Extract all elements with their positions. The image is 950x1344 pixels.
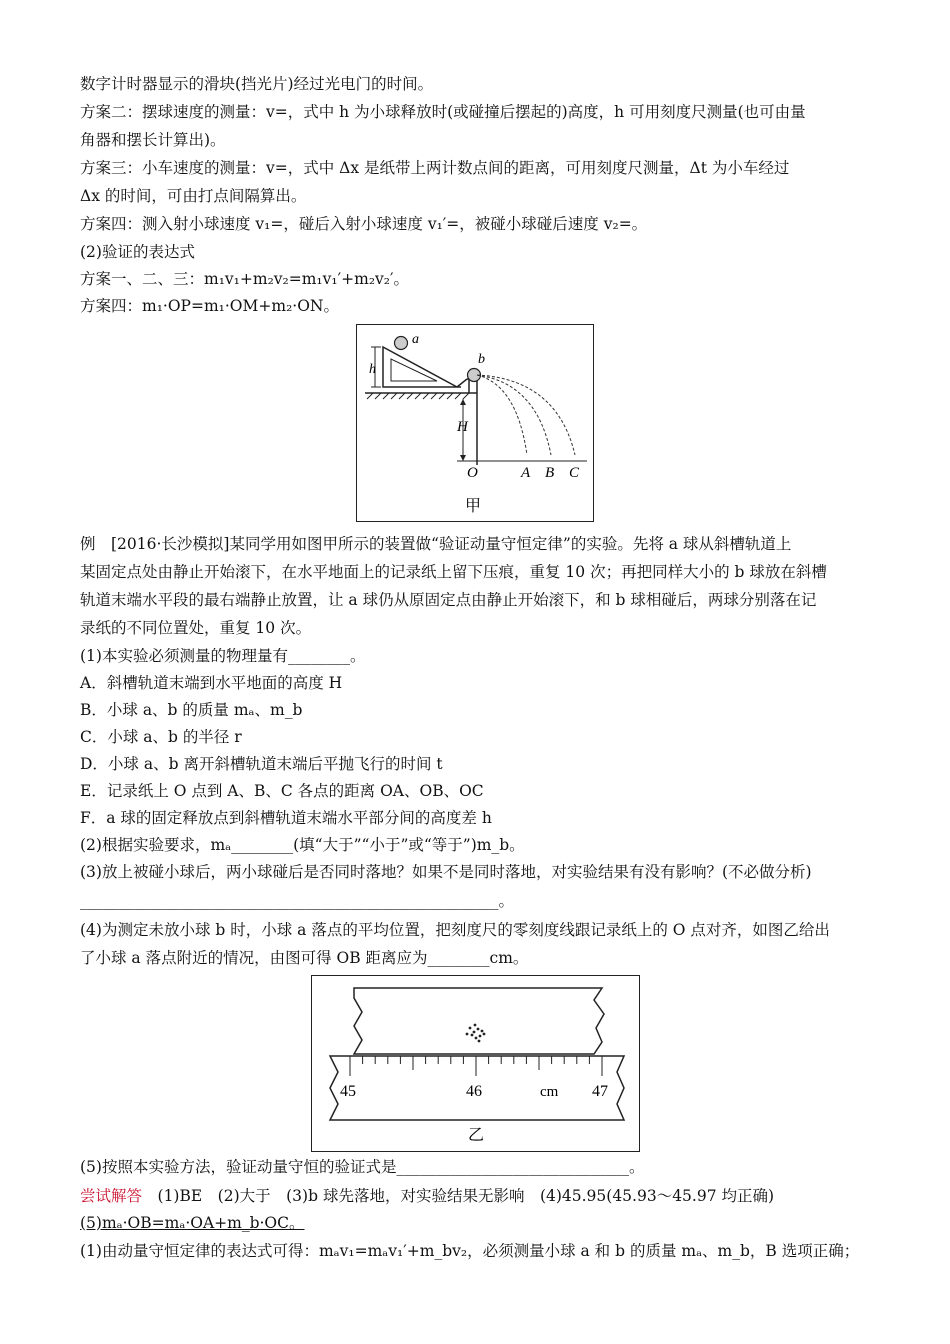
ruler-label-46: 46 bbox=[466, 1083, 482, 1100]
explanation-line: (1)由动量守恒定律的表达式可得：mₐv₁=mₐv₁′+m_bv₂，必须测量小球 a 和 b 的质量 mₐ、m_b，B 选项正确； bbox=[80, 1242, 860, 1260]
question-1: (1)本实验必须测量的物理量有________。 bbox=[80, 647, 366, 665]
option-f: F．a 球的固定释放点到斜槽轨道末端水平部分间的高度差 h bbox=[80, 809, 492, 827]
label-h: h bbox=[369, 362, 376, 377]
label-A: A bbox=[521, 465, 531, 481]
text-line: 方案四：m₁·OP=m₁·OM+m₂·ON。 bbox=[80, 297, 339, 315]
option-d: D．小球 a、b 离开斜槽轨道末端后平抛飞行的时间 t bbox=[80, 755, 443, 773]
question-3: (3)放上被碰小球后，两小球碰后是否同时落地？如果不是同时落地，对实验结果有没有影响？(不必做分析) bbox=[80, 863, 812, 881]
text-line: (2)验证的表达式 bbox=[80, 243, 195, 261]
answer-text: (1)BE (2)大于 (3)b 球先落地，对实验结果无影响 (4)45.95(45.93～45.97 均正确) bbox=[142, 1187, 775, 1205]
text-line: 方案二：摆球速度的测量：v=，式中 h 为小球释放时(或碰撞后摆起的)高度，h 可用刻度尺测量(也可由量 bbox=[80, 103, 806, 121]
ruler-label-47: 47 bbox=[592, 1083, 608, 1100]
question-2: (2)根据实验要求，mₐ________(填“大于”“小于”或“等于”)m_b。 bbox=[80, 836, 525, 854]
ruler-label-45: 45 bbox=[340, 1083, 356, 1100]
text-line: 角器和摆长计算出)。 bbox=[80, 131, 226, 149]
text-line: 方案四：测入射小球速度 v₁=，碰后入射小球速度 v₁′=，被碰小球碰后速度 v₂=。 bbox=[80, 215, 648, 233]
text-line: 方案一、二、三：m₁v₁+m₂v₂=m₁v₁′+m₂v₂′。 bbox=[80, 270, 410, 288]
label-H: H bbox=[457, 419, 468, 435]
ruler-label-cm: cm bbox=[540, 1084, 559, 1100]
text-line: 录纸的不同位置处，重复 10 次。 bbox=[80, 619, 312, 637]
text-line: 轨道末端水平段的最右端静止放置，让 a 球仍从原固定点由静止开始滚下，和 b 球相碰后，两球分别落在记 bbox=[80, 591, 817, 609]
ball-a bbox=[395, 337, 408, 350]
option-e: E．记录纸上 O 点到 A、B、C 各点的距离 OA、OB、OC bbox=[80, 782, 484, 800]
figure-yi bbox=[311, 975, 640, 1152]
figure-caption: 乙 bbox=[468, 1127, 485, 1144]
question-4: (4)为测定未放小球 b 时，小球 a 落点的平均位置，把刻度尺的零刻度线跟记录纸上的 O 点对齐，如图乙给出 bbox=[80, 921, 830, 939]
text-line: Δx 的时间，可由打点间隔算出。 bbox=[80, 187, 307, 205]
label-b: b bbox=[478, 352, 485, 367]
text-line: 某固定点处由静止开始滚下，在水平地面上的记录纸上留下压痕，重复 10 次；再把同样大小的 b 球放在斜槽 bbox=[80, 563, 827, 581]
text-line: 方案三：小车速度的测量：v=，式中 Δx 是纸带上两计数点间的距离，可用刻度尺测量，Δt 为小车经过 bbox=[80, 159, 790, 177]
question-5: (5)按照本实验方法，验证动量守恒的验证式是______________________________。 bbox=[80, 1158, 645, 1176]
answer-line bbox=[80, 1185, 774, 1207]
figure-jia bbox=[356, 324, 594, 522]
option-a: A．斜槽轨道末端到水平地面的高度 H bbox=[80, 674, 343, 692]
text-line: 了小球 a 落点附近的情况，由图可得 OB 距离应为________cm。 bbox=[80, 949, 529, 967]
figure-caption: 甲 bbox=[465, 498, 482, 515]
answer-label: 尝试解答 bbox=[80, 1187, 143, 1205]
ruler-diagram bbox=[312, 976, 639, 1151]
text-line: 例 [2016·长沙模拟]某同学用如图甲所示的装置做“验证动量守恒定律”的实验。先将 a 球从斜槽轨道上 bbox=[80, 535, 792, 553]
option-b: B．小球 a、b 的质量 mₐ、m_b bbox=[80, 701, 303, 719]
label-C: C bbox=[569, 465, 580, 481]
answer-line-2: (5)mₐ·OB=mₐ·OA+m_b·OC。 bbox=[80, 1214, 305, 1232]
label-O: O bbox=[467, 465, 478, 481]
option-c: C．小球 a、b 的半径 r bbox=[80, 728, 242, 746]
apparatus-diagram bbox=[357, 325, 593, 521]
text-line: 数字计时器显示的滑块(挡光片)经过光电门的时间。 bbox=[80, 75, 434, 93]
answer-blank: ______________________________________________________。 bbox=[80, 892, 515, 910]
label-a: a bbox=[412, 332, 419, 347]
label-B: B bbox=[545, 465, 555, 481]
